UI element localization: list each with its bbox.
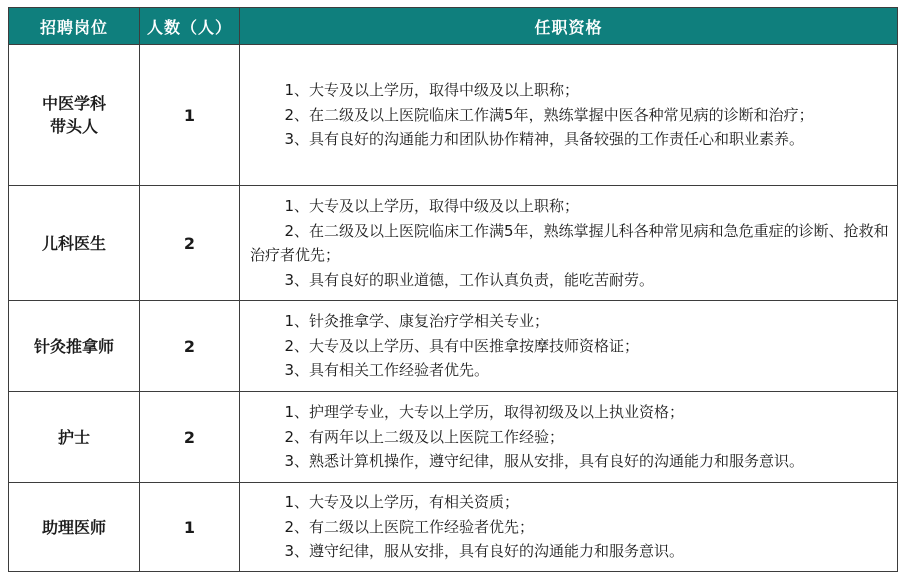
requirement-item: 1、大专及以上学历，取得中级及以上职称；	[284, 81, 580, 100]
table-row	[9, 301, 898, 392]
count-cell: 2	[140, 301, 240, 392]
position-name: 针灸推拿师	[33, 336, 114, 356]
position-cell	[9, 301, 140, 392]
position-name: 儿科医生	[41, 233, 106, 253]
requirements-cell	[240, 392, 898, 483]
table-row	[9, 186, 898, 301]
position-cell	[9, 186, 140, 301]
requirement-item: 3、具有良好的沟通能力和团队协作精神，具备较强的工作责任心和职业素养。	[284, 130, 805, 149]
requirement-item: 3、熟悉计算机操作，遵守纪律，服从安排，具有良好的沟通能力和服务意识。	[284, 452, 805, 471]
count-cell: 2	[140, 392, 240, 483]
requirement-item: 2、有二级以上医院工作经验者优先；	[284, 517, 535, 536]
requirement-item: 1、护理学专业，大专以上学历，取得初级及以上执业资格；	[284, 403, 685, 422]
position-cell	[9, 45, 140, 186]
position-cell	[9, 483, 140, 572]
count-cell: 1	[140, 483, 240, 572]
table-row	[9, 392, 898, 483]
position-name: 中医学科 带头人	[41, 94, 106, 136]
requirements-cell	[240, 186, 898, 301]
requirement-item: 1、大专及以上学历，有相关资质；	[284, 493, 520, 512]
position-name: 助理医师	[41, 517, 106, 537]
header-count: 人数（人）	[140, 8, 240, 45]
requirement-item: 1、大专及以上学历，取得中级及以上职称；	[284, 197, 580, 215]
header-position: 招聘岗位	[9, 8, 140, 45]
requirement-item: 2、在二级及以上医院临床工作满5年，熟练掌握儿科各种常见病和急危重症的诊断、抢救和治疗者优先；	[250, 221, 889, 264]
table-row	[9, 483, 898, 572]
count-cell: 2	[140, 186, 240, 301]
position-cell	[9, 392, 140, 483]
requirements-cell	[240, 45, 898, 186]
table-header-row	[9, 8, 898, 45]
requirement-item: 2、有两年以上二级及以上医院工作经验；	[284, 427, 565, 446]
requirements-cell	[240, 483, 898, 572]
requirements-cell	[240, 301, 898, 392]
requirement-item: 1、针灸推拿学、康复治疗学相关专业；	[284, 312, 550, 331]
recruitment-table	[8, 7, 898, 572]
requirement-item: 3、遵守纪律，服从安排，具有良好的沟通能力和服务意识。	[284, 542, 685, 561]
table-row	[9, 45, 898, 186]
count-cell: 1	[140, 45, 240, 186]
requirement-item: 3、具有相关工作经验者优先。	[284, 361, 490, 380]
header-requirements: 任职资格	[240, 8, 898, 45]
requirement-item: 2、大专及以上学历、具有中医推拿按摩技师资格证；	[284, 336, 640, 355]
position-name: 护士	[57, 427, 90, 447]
requirement-item: 2、在二级及以上医院临床工作满5年，熟练掌握中医各种常见病的诊断和治疗；	[284, 105, 814, 124]
requirement-item: 3、具有良好的职业道德，工作认真负责，能吃苦耐劳。	[284, 270, 655, 289]
